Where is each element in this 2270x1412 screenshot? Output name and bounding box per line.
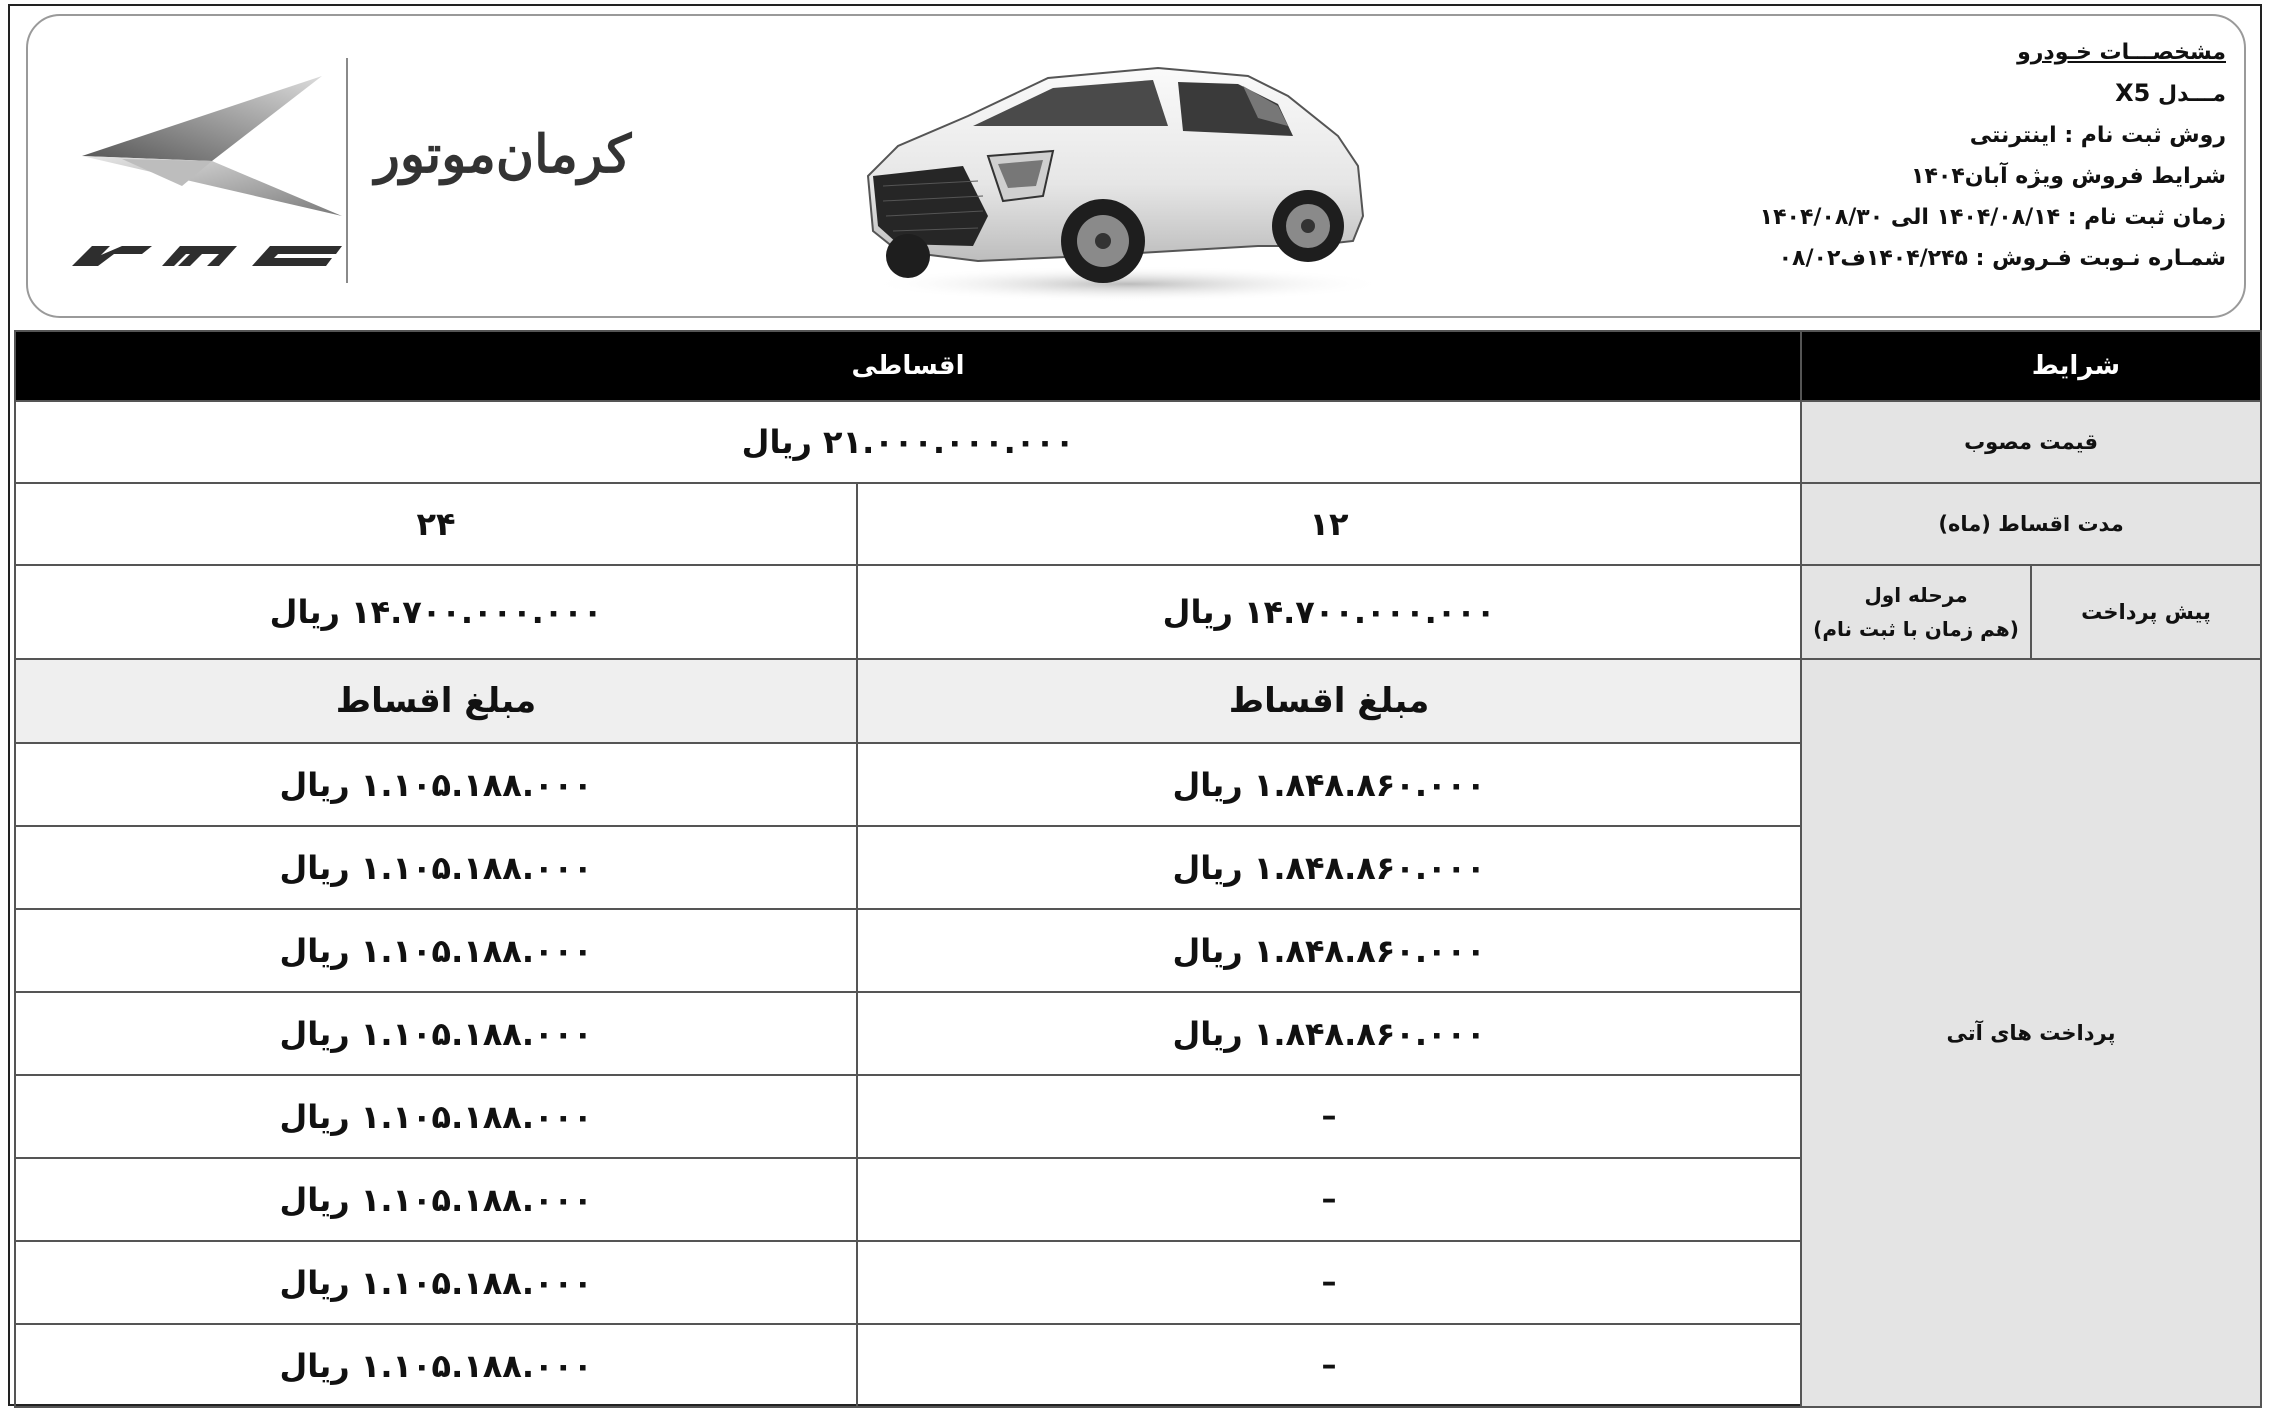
approved-price-row xyxy=(15,401,2261,483)
prepayment-row xyxy=(15,565,2261,659)
model-line xyxy=(1706,73,2226,115)
installment-12-cell: – xyxy=(857,1075,1801,1158)
installment-table xyxy=(14,330,2262,1408)
first-stage-cell xyxy=(1801,565,2031,659)
header-card xyxy=(26,14,2246,318)
installment-24-cell: ۱.۱۰۵.۱۸۸.۰۰۰ ریال xyxy=(15,1324,857,1407)
installment-24-cell: ۱.۱۰۵.۱۸۸.۰۰۰ ریال xyxy=(15,1241,857,1324)
installment-24-cell: ۱.۱۰۵.۱۸۸.۰۰۰ ریال xyxy=(15,992,857,1075)
installment-24-cell: ۱.۱۰۵.۱۸۸.۰۰۰ ریال xyxy=(15,826,857,909)
installment-12-cell: – xyxy=(857,1158,1801,1241)
logo-divider xyxy=(346,58,348,283)
prepayment-label: پیش پرداخت xyxy=(2031,565,2261,659)
installment-12-cell: ۱.۸۴۸.۸۶۰.۰۰۰ ریال xyxy=(857,826,1801,909)
installment-header-12: مبلغ اقساط xyxy=(857,659,1801,743)
approved-price-label: قیمت مصوب xyxy=(1801,401,2261,483)
brand-logo-text: کرمان‌موتور xyxy=(374,124,632,185)
installment-24-cell: ۱.۱۰۵.۱۸۸.۰۰۰ ریال xyxy=(15,909,857,992)
installment-12-cell: – xyxy=(857,1324,1801,1407)
model-value: X5 xyxy=(2115,79,2151,107)
installment-12-cell: ۱.۸۴۸.۸۶۰.۰۰۰ ریال xyxy=(857,743,1801,826)
prepayment-24: ۱۴.۷۰۰.۰۰۰.۰۰۰ ریال xyxy=(15,565,857,659)
future-payments-label: پرداخت های آتی xyxy=(1801,659,2261,1407)
installment-12-cell: ۱.۸۴۸.۸۶۰.۰۰۰ ریال xyxy=(857,909,1801,992)
prepayment-12: ۱۴.۷۰۰.۰۰۰.۰۰۰ ریال xyxy=(857,565,1801,659)
car-image xyxy=(838,56,1398,306)
header-conditions-label: شرایط xyxy=(1801,331,2261,401)
specs-title: مشخصـــات خـودرو xyxy=(2017,40,2226,65)
registration-time: زمان ثبت نام : ۱۴۰۴/۰۸/۱۴ الی ۱۴۰۴/۰۸/۳۰ xyxy=(1759,205,2226,230)
vehicle-specs xyxy=(1706,32,2226,279)
sale-number: شمـاره نـوبت فـروش : ۱۴۰۴/۲۴۵ف۰۸/۰۲ xyxy=(1778,246,2226,271)
installment-24-cell: ۱.۱۰۵.۱۸۸.۰۰۰ ریال xyxy=(15,1075,857,1158)
price-sheet xyxy=(8,4,2262,1406)
registration-method: روش ثبت نام : اینترنتی xyxy=(1969,123,2226,148)
duration-24: ۲۴ xyxy=(15,483,857,565)
kmc-logo-icon xyxy=(62,66,352,286)
installment-12-cell: – xyxy=(857,1241,1801,1324)
model-label: مـــدل xyxy=(2158,82,2226,107)
duration-label: مدت اقساط (ماه) xyxy=(1801,483,2261,565)
sale-conditions: شرایط فروش ویژه آبان۱۴۰۴ xyxy=(1911,164,2226,189)
installment-12-cell: ۱.۸۴۸.۸۶۰.۰۰۰ ریال xyxy=(857,992,1801,1075)
approved-price-value: ۲۱.۰۰۰.۰۰۰.۰۰۰ ریال xyxy=(15,401,1801,483)
first-stage-label: مرحله اول xyxy=(1864,583,1968,607)
installment-24-cell: ۱.۱۰۵.۱۸۸.۰۰۰ ریال xyxy=(15,1158,857,1241)
installment-header-row xyxy=(15,659,2261,743)
duration-12: ۱۲ xyxy=(857,483,1801,565)
first-stage-note: (هم زمان با ثبت نام) xyxy=(1813,617,2019,641)
installment-24-cell: ۱.۱۰۵.۱۸۸.۰۰۰ ریال xyxy=(15,743,857,826)
duration-row xyxy=(15,483,2261,565)
table-header-row xyxy=(15,331,2261,401)
header-installment-type: اقساطی xyxy=(15,331,1801,401)
installment-header-24: مبلغ اقساط xyxy=(15,659,857,743)
